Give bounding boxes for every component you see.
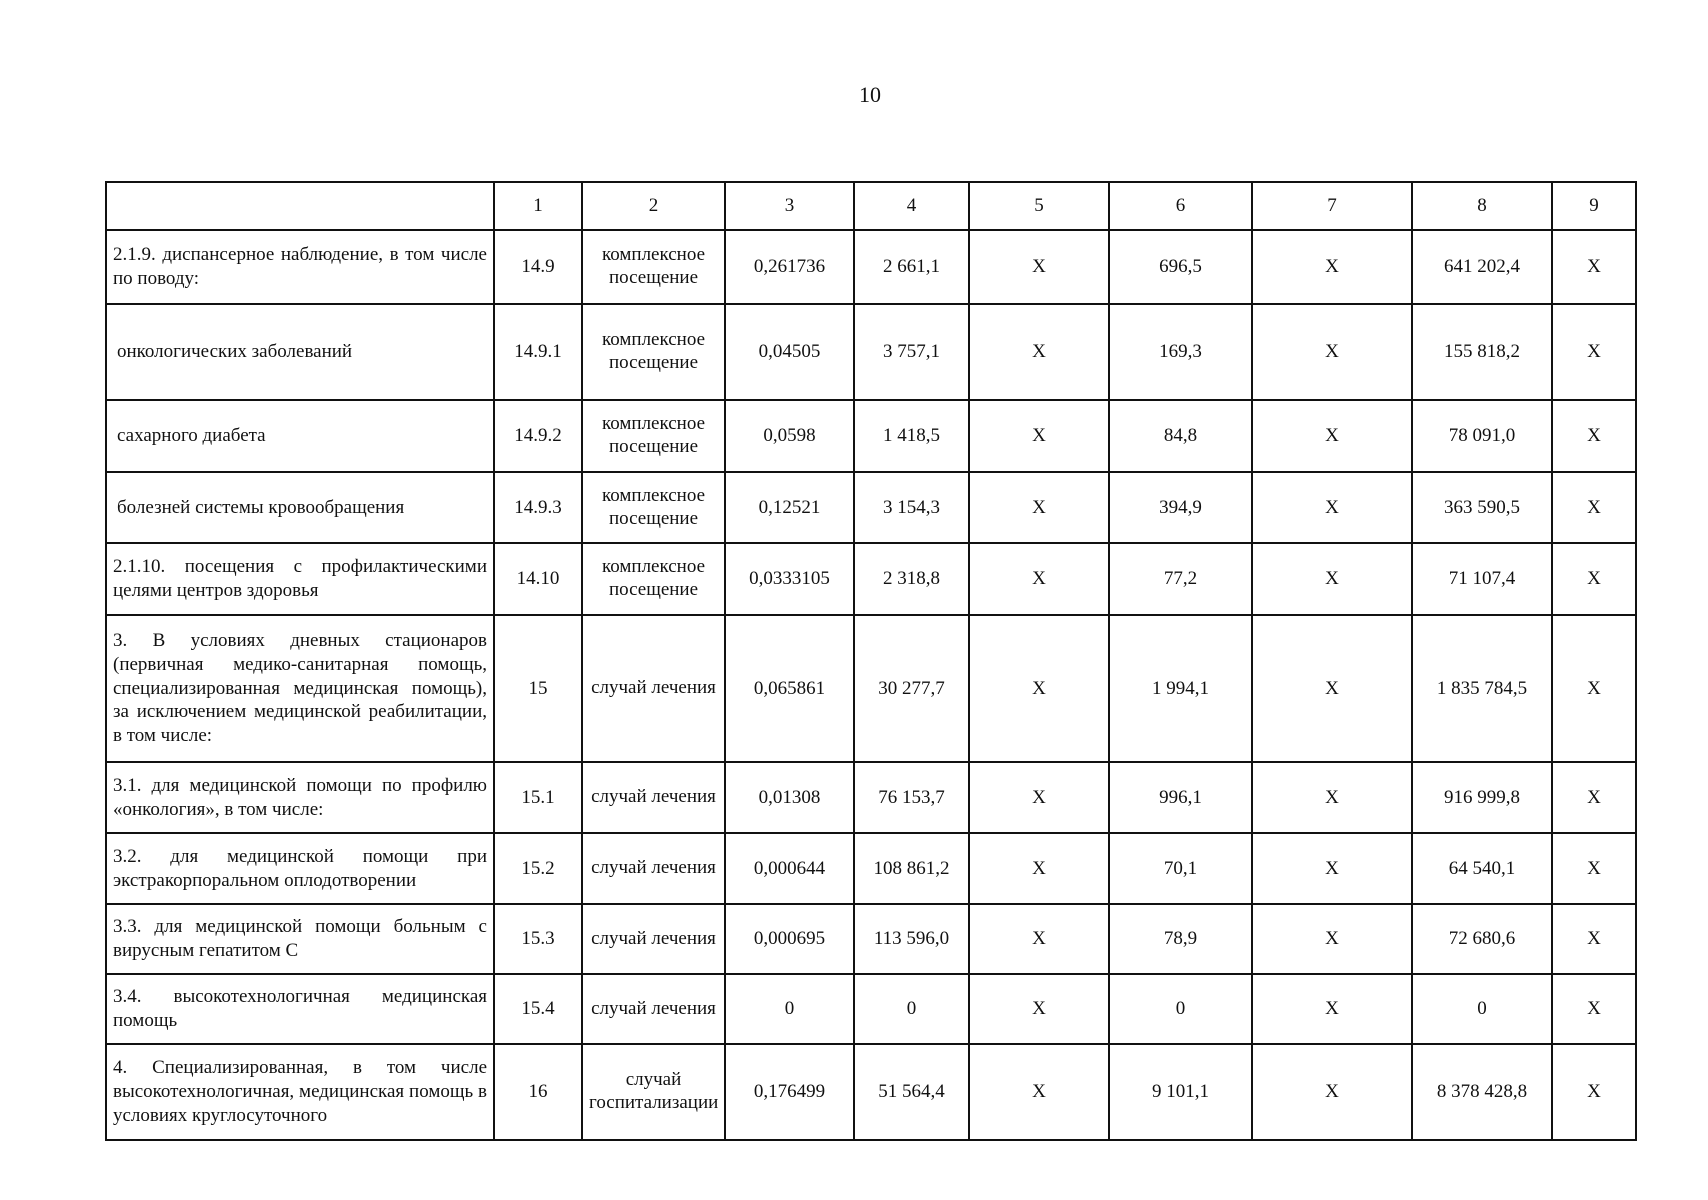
row-description: 2.1.10. посещения с профилактическими целями центров здоровья	[106, 543, 494, 615]
row-description: 3. В условиях дневных стационаров (первичная медико-санитарная помощь, специализированная медицинская помощь), за исключением медицинской реабилитации, в том числе:	[106, 615, 494, 762]
row-col-4: 0	[854, 974, 969, 1044]
row-col-4: 30 277,7	[854, 615, 969, 762]
row-code: 15.4	[494, 974, 582, 1044]
row-col-7: X	[1252, 615, 1412, 762]
row-col-8: 155 818,2	[1412, 304, 1552, 400]
row-col-9: X	[1552, 230, 1636, 304]
row-code: 14.9.1	[494, 304, 582, 400]
row-description: сахарного диабета	[106, 400, 494, 472]
row-col-9: X	[1552, 762, 1636, 833]
row-col-9: X	[1552, 400, 1636, 472]
row-col-4: 108 861,2	[854, 833, 969, 904]
row-description: 3.1. для медицинской помощи по профилю «онкология», в том числе:	[106, 762, 494, 833]
row-col-6: 0	[1109, 974, 1252, 1044]
row-code: 14.10	[494, 543, 582, 615]
header-cell-8: 8	[1412, 182, 1552, 230]
row-col-7: X	[1252, 304, 1412, 400]
row-col-7: X	[1252, 904, 1412, 974]
header-cell-1: 1	[494, 182, 582, 230]
row-col-7: X	[1252, 543, 1412, 615]
row-unit: случай лечения	[582, 762, 725, 833]
header-cell-0	[106, 182, 494, 230]
row-col-9: X	[1552, 543, 1636, 615]
row-col-8: 916 999,8	[1412, 762, 1552, 833]
row-col-3: 0,065861	[725, 615, 854, 762]
row-col-4: 51 564,4	[854, 1044, 969, 1140]
row-code: 14.9.2	[494, 400, 582, 472]
row-unit: случай лечения	[582, 615, 725, 762]
table-row	[106, 400, 1636, 472]
row-col-7: X	[1252, 762, 1412, 833]
row-col-5: X	[969, 400, 1109, 472]
row-col-7: X	[1252, 1044, 1412, 1140]
row-col-4: 3 757,1	[854, 304, 969, 400]
row-description: 4. Специализированная, в том числе высокотехнологичная, медицинская помощь в условиях круглосуточного	[106, 1044, 494, 1140]
row-col-8: 64 540,1	[1412, 833, 1552, 904]
table-header-row	[106, 182, 1636, 230]
row-code: 15.2	[494, 833, 582, 904]
row-col-8: 1 835 784,5	[1412, 615, 1552, 762]
header-cell-3: 3	[725, 182, 854, 230]
row-col-4: 2 661,1	[854, 230, 969, 304]
row-col-9: X	[1552, 472, 1636, 543]
row-col-3: 0,261736	[725, 230, 854, 304]
row-col-6: 77,2	[1109, 543, 1252, 615]
row-col-6: 84,8	[1109, 400, 1252, 472]
row-code: 15.3	[494, 904, 582, 974]
row-col-3: 0,01308	[725, 762, 854, 833]
row-description: 3.2. для медицинской помощи при экстракорпоральном оплодотворении	[106, 833, 494, 904]
row-col-8: 0	[1412, 974, 1552, 1044]
row-col-7: X	[1252, 974, 1412, 1044]
row-col-6: 996,1	[1109, 762, 1252, 833]
row-col-6: 78,9	[1109, 904, 1252, 974]
row-col-7: X	[1252, 472, 1412, 543]
row-col-9: X	[1552, 304, 1636, 400]
row-unit: комплексное посещение	[582, 230, 725, 304]
row-description: 3.3. для медицинской помощи больным с вирусным гепатитом С	[106, 904, 494, 974]
row-col-6: 9 101,1	[1109, 1044, 1252, 1140]
row-description: 2.1.9. диспансерное наблюдение, в том числе по поводу:	[106, 230, 494, 304]
row-unit: случай госпитализации	[582, 1044, 725, 1140]
row-unit: случай лечения	[582, 974, 725, 1044]
row-description: 3.4. высокотехнологичная медицинская помощь	[106, 974, 494, 1044]
row-unit: случай лечения	[582, 904, 725, 974]
row-description: онкологических заболеваний	[106, 304, 494, 400]
header-cell-7: 7	[1252, 182, 1412, 230]
row-col-3: 0,000644	[725, 833, 854, 904]
header-cell-5: 5	[969, 182, 1109, 230]
row-col-3: 0,176499	[725, 1044, 854, 1140]
row-col-5: X	[969, 833, 1109, 904]
table-row	[106, 230, 1636, 304]
row-col-7: X	[1252, 230, 1412, 304]
row-col-9: X	[1552, 974, 1636, 1044]
row-col-5: X	[969, 615, 1109, 762]
row-col-6: 169,3	[1109, 304, 1252, 400]
row-description: болезней системы кровообращения	[106, 472, 494, 543]
row-col-6: 1 994,1	[1109, 615, 1252, 762]
row-col-4: 113 596,0	[854, 904, 969, 974]
row-col-3: 0,0333105	[725, 543, 854, 615]
row-col-6: 696,5	[1109, 230, 1252, 304]
row-col-4: 1 418,5	[854, 400, 969, 472]
table-row	[106, 974, 1636, 1044]
row-code: 16	[494, 1044, 582, 1140]
page-number: 10	[859, 82, 881, 107]
row-col-9: X	[1552, 1044, 1636, 1140]
row-col-9: X	[1552, 904, 1636, 974]
row-code: 14.9.3	[494, 472, 582, 543]
row-col-5: X	[969, 304, 1109, 400]
row-col-3: 0,000695	[725, 904, 854, 974]
row-col-8: 641 202,4	[1412, 230, 1552, 304]
row-unit: комплексное посещение	[582, 400, 725, 472]
row-col-7: X	[1252, 400, 1412, 472]
header-cell-6: 6	[1109, 182, 1252, 230]
table-row	[106, 833, 1636, 904]
row-col-5: X	[969, 762, 1109, 833]
table-row	[106, 762, 1636, 833]
table-row	[106, 543, 1636, 615]
row-col-5: X	[969, 472, 1109, 543]
row-col-8: 8 378 428,8	[1412, 1044, 1552, 1140]
row-col-3: 0,04505	[725, 304, 854, 400]
row-col-8: 71 107,4	[1412, 543, 1552, 615]
row-col-4: 76 153,7	[854, 762, 969, 833]
row-col-6: 394,9	[1109, 472, 1252, 543]
row-code: 14.9	[494, 230, 582, 304]
row-code: 15.1	[494, 762, 582, 833]
row-col-7: X	[1252, 833, 1412, 904]
row-col-5: X	[969, 904, 1109, 974]
table-row	[106, 472, 1636, 543]
row-col-3: 0,0598	[725, 400, 854, 472]
row-col-8: 78 091,0	[1412, 400, 1552, 472]
table-row	[106, 1044, 1636, 1140]
row-col-5: X	[969, 230, 1109, 304]
row-col-3: 0,12521	[725, 472, 854, 543]
table-row	[106, 615, 1636, 762]
row-col-6: 70,1	[1109, 833, 1252, 904]
row-unit: комплексное посещение	[582, 304, 725, 400]
row-col-4: 2 318,8	[854, 543, 969, 615]
row-col-9: X	[1552, 833, 1636, 904]
row-unit: комплексное посещение	[582, 543, 725, 615]
header-cell-4: 4	[854, 182, 969, 230]
row-col-4: 3 154,3	[854, 472, 969, 543]
header-cell-2: 2	[582, 182, 725, 230]
row-col-5: X	[969, 543, 1109, 615]
data-table	[105, 181, 1637, 1141]
table-row	[106, 904, 1636, 974]
row-col-9: X	[1552, 615, 1636, 762]
row-unit: случай лечения	[582, 833, 725, 904]
row-col-5: X	[969, 974, 1109, 1044]
row-code: 15	[494, 615, 582, 762]
row-col-8: 363 590,5	[1412, 472, 1552, 543]
row-unit: комплексное посещение	[582, 472, 725, 543]
row-col-5: X	[969, 1044, 1109, 1140]
row-col-3: 0	[725, 974, 854, 1044]
header-cell-9: 9	[1552, 182, 1636, 230]
row-col-8: 72 680,6	[1412, 904, 1552, 974]
table-row	[106, 304, 1636, 400]
